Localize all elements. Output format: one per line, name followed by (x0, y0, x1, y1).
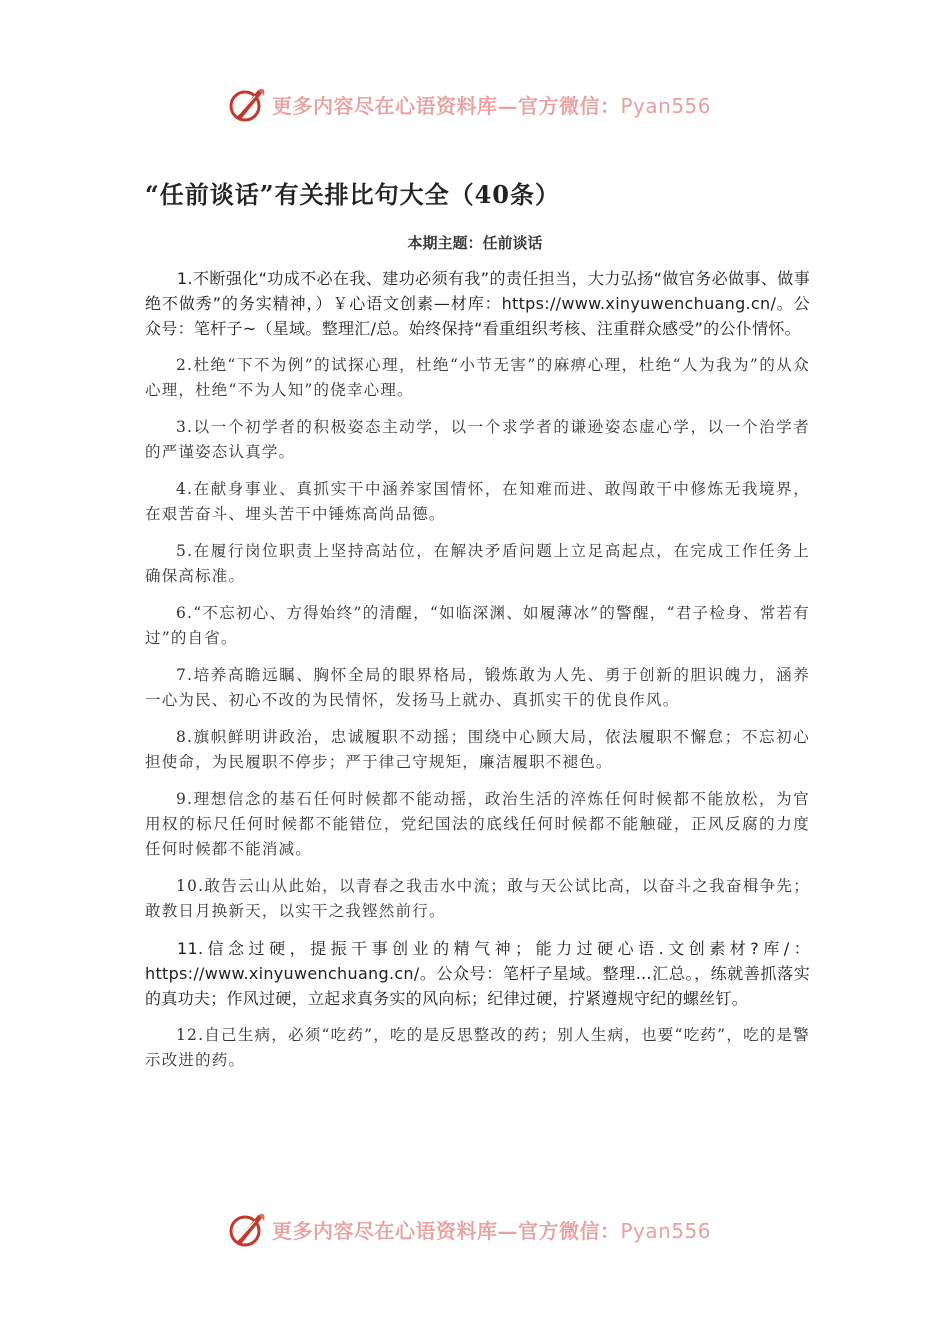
paragraph: 4.在献身事业、真抓实干中涵养家国情怀，在知难而进、敢闯敢干中修炼无我境界，在艰苦奋斗、埋头苦干中锤炼高尚品德。 (145, 480, 810, 523)
paragraph: 11.信念过硬，提振干事创业的精气神；能力过硬心语.文创素材?库/：https://www.xinyuwenchuang.cn/。公众号：笔杆子星域。整理…汇总。，练就善抓落实的真功夫；作风过硬，立起求真务实的风向标；纪律过硬，拧紧遵规守纪的螺丝钉。 (145, 939, 810, 1008)
paragraph: 9.理想信念的基石任何时候都不能动摇，政治生活的淬炼任何时候都不能放松，为官用权的标尺任何时候都不能错位，党纪国法的底线任何时候都不能触碰，正风反腐的力度任何时候都不能消减。 (145, 790, 810, 858)
paragraph: 7.培养高瞻远瞩、胸怀全局的眼界格局，锻炼敢为人先、勇于创新的胆识魄力，涵养一心为民、初心不改的为民情怀，发扬马上就办、真抓实干的优良作风。 (145, 666, 810, 709)
paragraph: 8.旗帜鲜明讲政治，忠诚履职不动摇；围绕中心顾大局，依法履职不懈怠；不忘初心担使命，为民履职不停步；严于律己守规矩，廉洁履职不褪色。 (145, 728, 810, 771)
quill-logo-icon (228, 84, 268, 124)
paragraph: 1.不断强化“功成不必在我、建功必须有我”的责任担当，大力弘扬“做官务必做事、做事绝不做秀”的务实精神，）￥心语文创素—材库：https://www.xinyuwenchuang.cn/。公众号：笔杆子~（星域。整理汇/总。始终保持“看重组织考核、注重群众感受”的公仆情怀。 (145, 269, 810, 338)
paragraph: 12.自己生病，必须“吃药”，吃的是反思整改的药；别人生病，也要“吃药”，吃的是警示改进的药。 (145, 1026, 810, 1069)
header-banner (228, 84, 728, 124)
banner-text: 更多内容尽在心语资料库—官方微信：Pyan556 (272, 1218, 712, 1243)
document-body (145, 266, 810, 1085)
paragraph: 5.在履行岗位职责上坚持高站位，在解决矛盾问题上立足高起点，在完成工作任务上确保高标准。 (145, 542, 810, 585)
paragraph: 3.以一个初学者的积极姿态主动学，以一个求学者的谦逊姿态虚心学，以一个治学者的严谨姿态认真学。 (145, 418, 810, 461)
document-title: “任前谈话”有关排比句大全（40条） (145, 180, 561, 209)
paragraph: 10.敢告云山从此始，以青春之我击水中流；敢与天公试比高，以奋斗之我奋楫争先；敢教日月换新天，以实干之我铿然前行。 (145, 877, 810, 920)
footer-banner (228, 1209, 728, 1249)
banner-text: 更多内容尽在心语资料库—官方微信：Pyan556 (272, 93, 712, 118)
paragraph: 6.“不忘初心、方得始终”的清醒，“如临深渊、如履薄冰”的警醒，“君子检身、常若有过”的自省。 (145, 604, 810, 647)
paragraph: 2.杜绝“下不为例”的试探心理，杜绝“小节无害”的麻痹心理，杜绝“人为我为”的从众心理，杜绝“不为人知”的侥幸心理。 (145, 356, 810, 399)
quill-logo-icon (228, 1209, 268, 1249)
document-subtitle: 本期主题：任前谈话 (407, 234, 543, 252)
